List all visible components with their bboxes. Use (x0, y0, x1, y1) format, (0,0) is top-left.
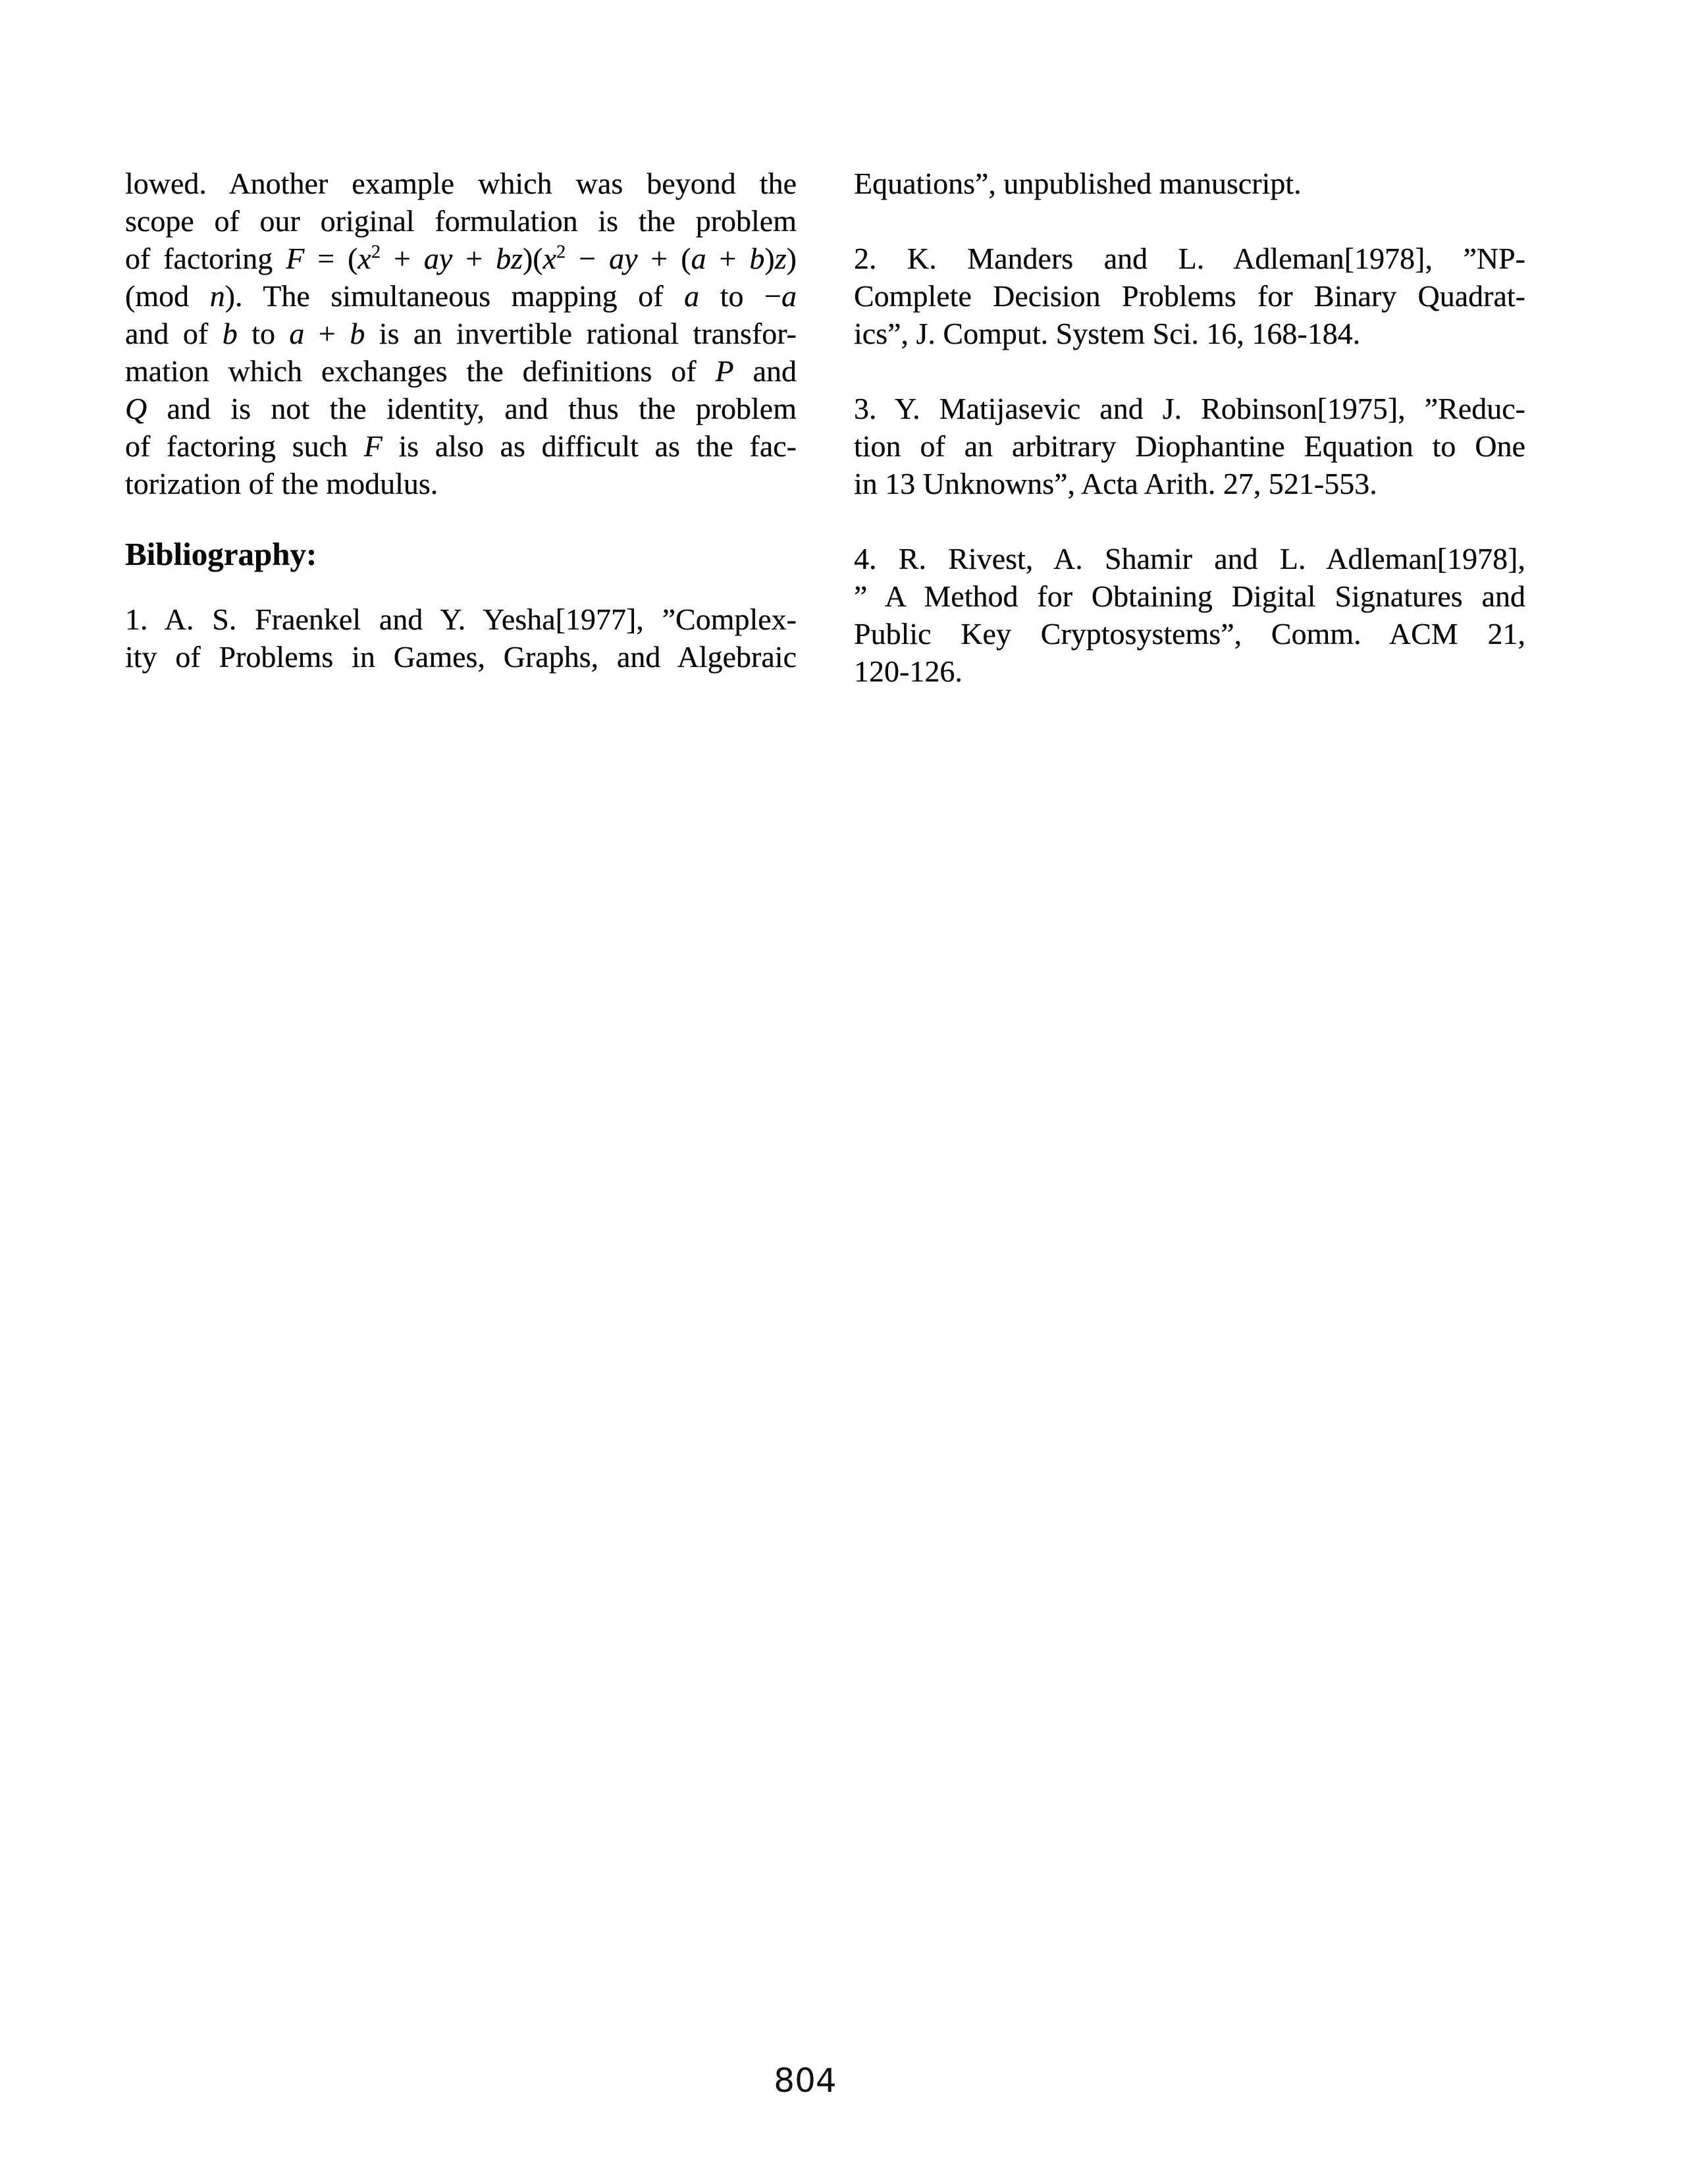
text-line: Complete Decision Problems for Binary Quadrat- (854, 279, 1525, 313)
text-line: Public Key Cryptosystems”, Comm. ACM 21, (854, 617, 1525, 651)
left-column (125, 165, 797, 676)
text-line: ity of Problems in Games, Graphs, and Algebraic (125, 640, 797, 674)
bibliography-heading: Bibliography: (125, 536, 317, 572)
text-line: 2. K. Manders and L. Adleman[1978], ”NP- (854, 242, 1525, 275)
text-line: tion of an arbitrary Diophantine Equation to One (854, 429, 1525, 463)
text-line: 120-126. (854, 654, 963, 688)
text-line: scope of our original formulation is the problem (125, 204, 797, 238)
text-line: Q and is not the identity, and thus the problem (125, 392, 797, 425)
text-line: and of b to a + b is an invertible rational transfor- (125, 317, 797, 350)
text-line: 4. R. Rivest, A. Shamir and L. Adleman[1978], (854, 542, 1525, 575)
text-line: 3. Y. Matijasevic and J. Robinson[1975], ”Reduc- (854, 392, 1525, 425)
reference-item-4 (854, 540, 1525, 690)
reference-item-2 (854, 240, 1525, 352)
text-line: torization of the modulus. (125, 467, 438, 500)
reference-item-3 (854, 390, 1525, 502)
text-line: ics”, J. Comput. System Sci. 16, 168-184. (854, 317, 1361, 350)
text-line: 1. A. S. Fraenkel and Y. Yesha[1977], ”Complex- (125, 602, 797, 636)
reference-item-1 (125, 600, 797, 676)
body-paragraph (125, 165, 797, 502)
right-column (854, 165, 1525, 690)
text-line: lowed. Another example which was beyond the (125, 167, 797, 200)
text-line: mation which exchanges the definitions of P and (125, 354, 797, 388)
text-line: of factoring $F = (x^2$ + ay + $bz)(x^2$ − ay + (a + b)z) (125, 242, 797, 275)
text-line: in 13 Unknowns”, Acta Arith. 27, 521-553. (854, 467, 1377, 500)
text-line: Equations”, unpublished manuscript. (854, 167, 1302, 200)
text-line: of factoring such F is also as difficult as the fac- (125, 429, 797, 463)
text-line: (mod n). The simultaneous mapping of a to −a (125, 279, 797, 313)
page-number: 804 (774, 2062, 837, 2100)
text-line: ” A Method for Obtaining Digital Signatures and (854, 579, 1525, 613)
reference-item-1-continuation (854, 165, 1525, 202)
